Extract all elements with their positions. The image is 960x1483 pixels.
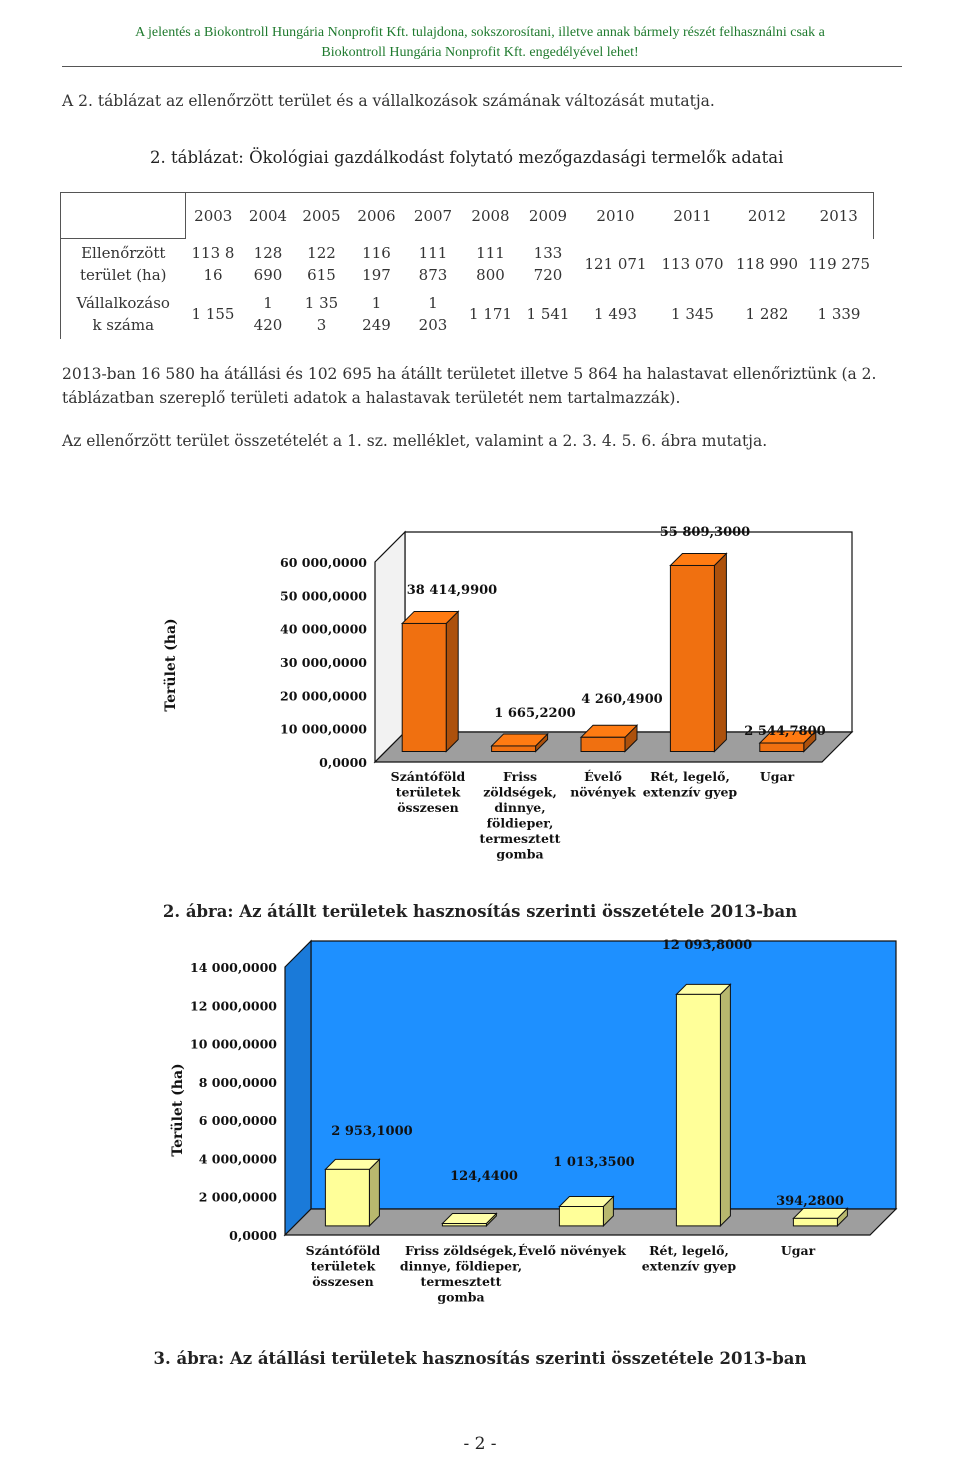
category-label: Évelő [584, 769, 622, 784]
year-2009: 2009 [521, 193, 576, 239]
area-2013: 119 275 [807, 254, 871, 273]
category-label: gomba [496, 846, 544, 862]
year-2004: 2004 [241, 193, 296, 239]
area-2006-b: 197 [362, 265, 391, 284]
chart-side-wall [285, 941, 311, 1235]
data-label: 4 260,4900 [581, 692, 663, 707]
category-label: Rét, legelő, [650, 769, 730, 784]
area-2010: 121 071 [584, 254, 647, 273]
page-number: - 2 - [463, 1434, 497, 1454]
y-tick-label: 0,0000 [229, 1228, 277, 1243]
category-label: dinnye, [494, 800, 546, 815]
category-label: Ugar [759, 769, 795, 784]
header-divider [62, 66, 902, 67]
area-2004 [241, 239, 296, 289]
ent-2007 [406, 289, 461, 339]
area-2008-a: 111 [476, 243, 505, 262]
bar-top [676, 984, 730, 994]
y-tick-label: 2 000,0000 [198, 1189, 277, 1205]
category-label: összesen [397, 800, 459, 815]
y-axis-label: Terület (ha) [170, 1063, 186, 1157]
table-row-area [61, 239, 874, 289]
figure-3-caption: 3. ábra: Az átállási területek hasznosítás szerinti összetétele 2013-ban [153, 1349, 807, 1368]
ent-2004-a: 1 [263, 293, 273, 312]
category-label: extenzív gyep [641, 1258, 737, 1274]
category-label: dinnye, földieper, [399, 1258, 523, 1274]
figure-2-caption: 2. ábra: Az átállt területek hasznosítás szerinti összetétele 2013-ban [162, 902, 798, 921]
year-2011: 2011 [656, 193, 730, 239]
category-label: termesztett [479, 831, 561, 846]
area-2003-b: 16 [203, 265, 223, 284]
paragraph-2: Az ellenőrzött terület összetételét a 1. sz. melléklet, valamint a 2. 3. 4. 5. 6. ábra mutatja. [62, 432, 768, 450]
ent-2006 [348, 289, 406, 339]
year-2003: 2003 [186, 193, 241, 239]
category-label: zöldségek, [483, 784, 557, 800]
area-2003-a: 113 8 [191, 243, 235, 262]
area-2009-a: 133 [533, 243, 563, 262]
bar-4 [760, 743, 804, 751]
figure-2-bar-chart [0, 510, 960, 890]
y-tick-label: 10 000,0000 [190, 1036, 277, 1052]
bar-3 [670, 565, 714, 751]
year-2013: 2013 [805, 193, 874, 239]
category-label: Friss [502, 769, 538, 784]
data-label: 394,2800 [776, 1194, 844, 1209]
area-2005-b: 615 [307, 265, 336, 284]
area-2009-b: 720 [533, 265, 563, 284]
ent-2012: 1 282 [745, 304, 789, 323]
bar-2 [559, 1207, 603, 1226]
y-tick-label: 12 000,0000 [190, 998, 277, 1014]
year-2005: 2005 [296, 193, 348, 239]
bar-side [720, 984, 730, 1226]
area-2006 [348, 239, 406, 289]
area-2009 [521, 239, 576, 289]
year-2012: 2012 [730, 193, 805, 239]
chart-side-wall [375, 532, 405, 762]
bar-0 [402, 623, 446, 751]
y-tick-label: 10 000,0000 [280, 721, 367, 737]
data-label: 124,4400 [450, 1169, 518, 1184]
ent-2006-a: 1 [371, 293, 382, 312]
bar-top [793, 1208, 847, 1218]
category-label: Szántóföld [390, 769, 466, 784]
ent-2009: 1 541 [526, 304, 570, 323]
area-2005-a: 122 [307, 243, 336, 262]
y-tick-label: 20 000,0000 [280, 688, 367, 704]
header-line-2: Biokontroll Hungária Nonprofit Kft. engedélyével lehet! [321, 45, 639, 60]
bar-top [559, 1197, 613, 1207]
data-label: 12 093,8000 [661, 938, 753, 953]
ent-2006-b: 249 [362, 315, 391, 334]
table-header-row [61, 193, 874, 239]
category-label: Évelő növények [518, 1243, 626, 1258]
category-label: földieper, [486, 815, 554, 831]
row-label-enterprises [61, 289, 186, 339]
data-label: 2 544,7800 [744, 724, 826, 739]
row-label-area [61, 239, 186, 289]
ent-2010: 1 493 [594, 304, 637, 323]
bar-1 [492, 746, 536, 752]
area-2011: 113 070 [661, 254, 724, 273]
table-caption: 2. táblázat: Ökológiai gazdálkodást folytató mezőgazdasági termelők adatai [150, 148, 784, 167]
y-tick-label: 30 000,0000 [280, 655, 367, 670]
year-2010: 2010 [576, 193, 656, 239]
category-label: gomba [437, 1289, 485, 1305]
data-label: 55 809,3000 [659, 525, 751, 540]
ent-2005 [296, 289, 348, 339]
y-tick-label: 0,0000 [319, 755, 367, 770]
y-tick-label: 6 000,0000 [198, 1113, 277, 1129]
paragraph-1-line-2: táblázatban szereplő területi adatok a halastavak területét nem tartalmazzák). [62, 389, 681, 407]
area-2008 [461, 239, 521, 289]
ent-2008: 1 171 [469, 304, 512, 323]
y-axis-label: Terület (ha) [163, 618, 179, 712]
ent-2005-b: 3 [316, 315, 327, 334]
ent-2007-b: 203 [418, 315, 448, 334]
paragraph-1-line-1: 2013-ban 16 580 ha átállási és 102 695 ha átállt területet illetve 5 864 ha halastavat ellenőriztünk (a 2. [62, 365, 877, 383]
category-label: növények [570, 784, 636, 800]
data-label: 2 953,1000 [331, 1124, 413, 1139]
ent-2011: 1 345 [671, 304, 714, 323]
data-label: 1 665,2200 [494, 706, 576, 721]
category-label: Ugar [780, 1243, 816, 1258]
bar-side [714, 553, 726, 751]
y-tick-label: 4 000,0000 [198, 1151, 277, 1167]
area-2005 [296, 239, 348, 289]
category-label: Rét, legelő, [649, 1243, 729, 1258]
bar-side [446, 611, 458, 751]
figure-3-bar-chart [0, 925, 960, 1320]
category-label: Friss zöldségek, [404, 1243, 518, 1258]
area-2003 [186, 239, 241, 289]
ent-2005-a: 1 35 [304, 293, 339, 312]
ent-2004 [241, 289, 296, 339]
category-label: összesen [312, 1274, 374, 1289]
bar-2 [581, 737, 625, 751]
y-tick-label: 40 000,0000 [280, 621, 367, 637]
row-label-enterprises-line2: k száma [92, 315, 155, 334]
row-label-area-line2: terület (ha) [79, 265, 167, 284]
area-2007-b: 873 [418, 265, 448, 284]
row-label-area-line1: Ellenőrzött [81, 243, 166, 262]
bar-top [325, 1159, 379, 1169]
y-tick-label: 60 000,0000 [280, 555, 367, 570]
data-label: 1 013,3500 [553, 1155, 635, 1170]
bar-0 [325, 1169, 369, 1226]
area-2012: 118 990 [735, 254, 799, 273]
area-2008-b: 800 [476, 265, 505, 284]
data-label: 38 414,9900 [406, 583, 498, 598]
bar-1 [442, 1224, 486, 1226]
category-label: területek [310, 1258, 376, 1274]
year-2006: 2006 [348, 193, 406, 239]
bar-top [442, 1214, 496, 1224]
bar-4 [793, 1218, 837, 1226]
year-2007: 2007 [406, 193, 461, 239]
ent-2013: 1 339 [817, 304, 861, 323]
row-label-enterprises-line1: Vállalkozáso [76, 293, 170, 312]
table-corner-cell [61, 193, 186, 239]
bar-side [369, 1159, 379, 1226]
y-tick-label: 50 000,0000 [280, 588, 367, 604]
area-2004-b: 690 [253, 265, 283, 284]
intro-text: A 2. táblázat az ellenőrzött terület és a vállalkozások számának változását mutatja. [62, 92, 715, 110]
category-label: termesztett [420, 1274, 502, 1289]
category-label: Szántóföld [305, 1243, 381, 1258]
ent-2004-b: 420 [253, 315, 283, 334]
ent-2003: 1 155 [191, 304, 235, 323]
area-2006-a: 116 [362, 243, 391, 262]
category-label: extenzív gyep [642, 784, 738, 800]
bar-3 [676, 994, 720, 1226]
year-2008: 2008 [461, 193, 521, 239]
header-line-1: A jelentés a Biokontroll Hungária Nonprofit Kft. tulajdona, sokszorosítani, illetve annak bármely részét felhasználni csak a [135, 25, 825, 40]
area-2007 [406, 239, 461, 289]
data-table [60, 192, 874, 339]
area-2007-a: 111 [418, 243, 448, 262]
category-label: területek [395, 784, 461, 800]
area-2004-a: 128 [253, 243, 283, 262]
y-tick-label: 14 000,0000 [190, 960, 277, 975]
ent-2007-a: 1 [428, 293, 438, 312]
y-tick-label: 8 000,0000 [198, 1074, 277, 1090]
table-row-enterprises [61, 289, 874, 339]
